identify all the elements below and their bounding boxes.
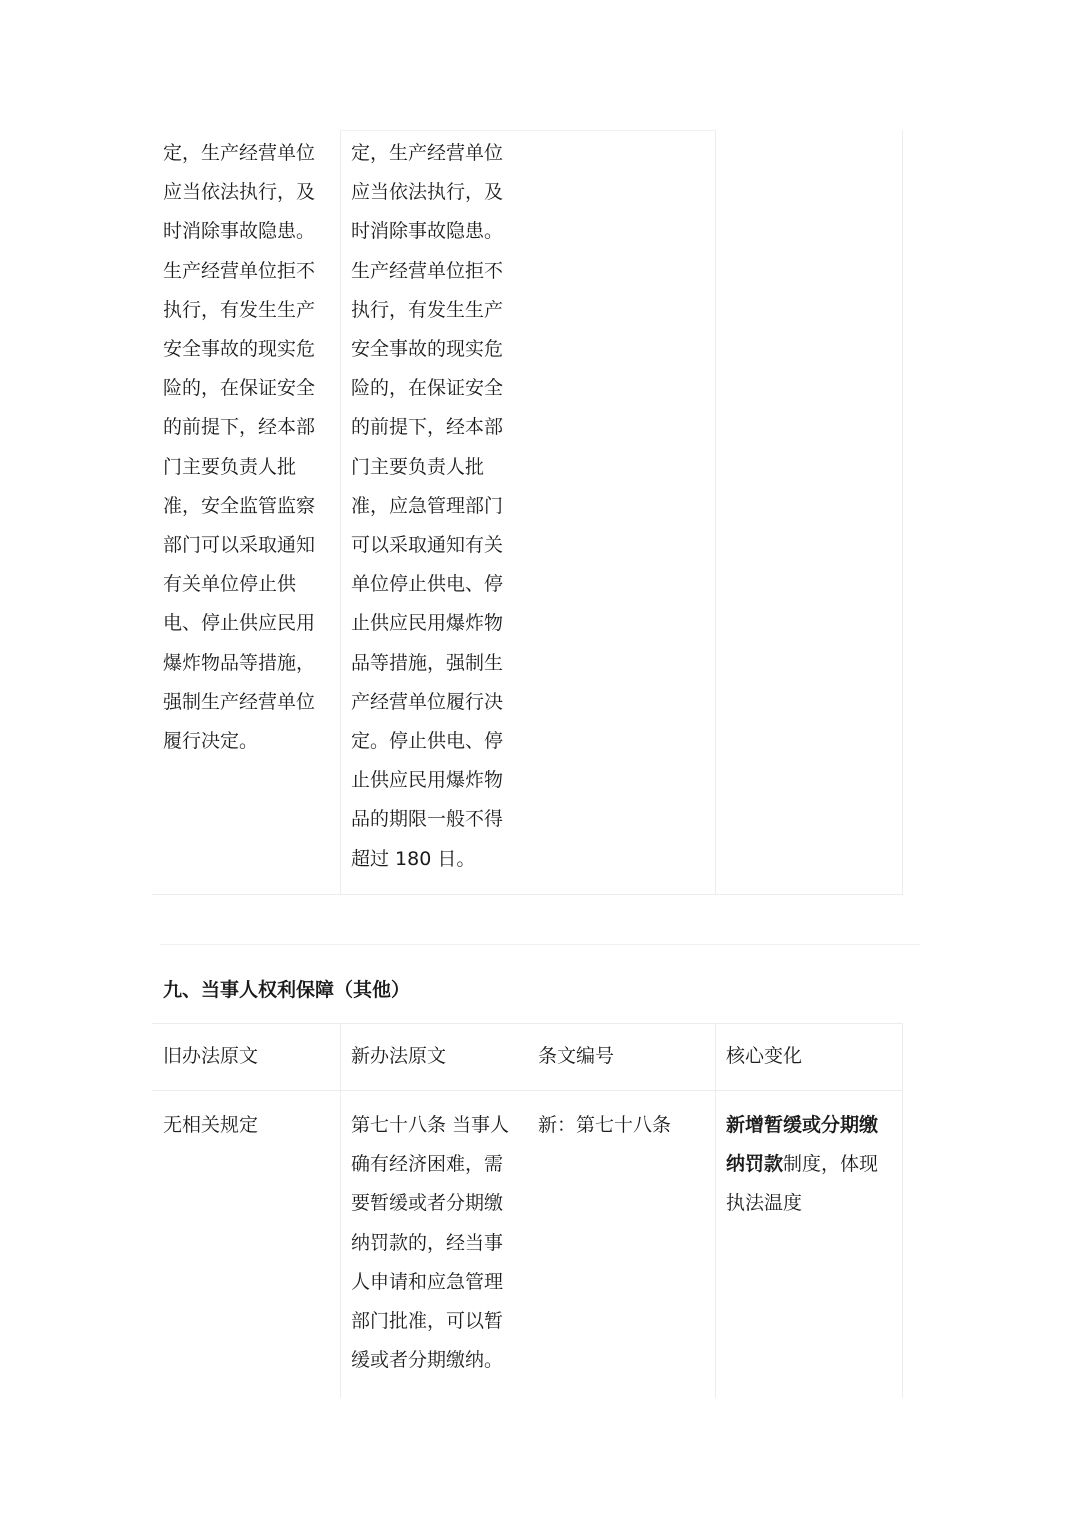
core-change-highlight: 新增暂缓或分期缴 纳罚款 <box>726 1114 879 1176</box>
table-top-border <box>340 130 715 131</box>
header-core-change: 核心变化 <box>726 1045 803 1067</box>
column-divider <box>340 1023 341 1398</box>
column-divider <box>902 130 903 895</box>
old-text-cell: 无相关规定 <box>163 1114 259 1136</box>
old-text-cell: 定，生产经营单位 应当依法执行，及 时消除事故隐患。 生产经营单位拒不 执行，有发生生产 安全事故的现实危 险的，在保证安全 的前提下，经本部 门主要负责人批 准，安全监管监察 部门可以采取通知 有关单位停止供 电、停止供应民用 爆炸物品等措施， 强制生产经营单位 履行决定。 <box>163 142 316 753</box>
column-divider <box>715 1023 716 1398</box>
header-new-text: 新办法原文 <box>351 1045 447 1067</box>
column-divider <box>902 1023 903 1398</box>
header-old-text: 旧办法原文 <box>163 1045 259 1067</box>
core-change-remainder: 制度，体现 执法温度 <box>726 1153 879 1215</box>
header-divider <box>152 1090 903 1091</box>
section-divider <box>160 944 920 945</box>
comparison-table <box>152 1023 903 1398</box>
column-divider <box>715 130 716 895</box>
column-divider <box>340 130 341 895</box>
new-text-cell: 第七十八条 当事人 确有经济困难，需 要暂缓或者分期缴 纳罚款的，经当事 人申请和应急管理 部门批准，可以暂 缓或者分期缴纳。 <box>351 1114 510 1372</box>
article-number-cell: 新：第七十八条 <box>538 1114 672 1136</box>
header-article-number: 条文编号 <box>538 1045 615 1067</box>
table-top-border <box>152 1023 903 1024</box>
core-change-cell <box>726 1106 896 1224</box>
section-heading: 九、当事人权利保障（其他） <box>163 979 411 1001</box>
comparison-table-continued <box>152 130 903 895</box>
new-text-cell: 定，生产经营单位 应当依法执行，及 时消除事故隐患。 生产经营单位拒不 执行，有发生生产 安全事故的现实危 险的，在保证安全 的前提下，经本部 门主要负责人批 准，应急管理部门 可以采取通知有关 单位停止供电、停 止供应民用爆炸物 品等措施，强制生 产经营单位履行决 定。停止供电、停 止供应民用爆炸物 品的期限一般不得 超过 180 日。 <box>351 142 504 870</box>
